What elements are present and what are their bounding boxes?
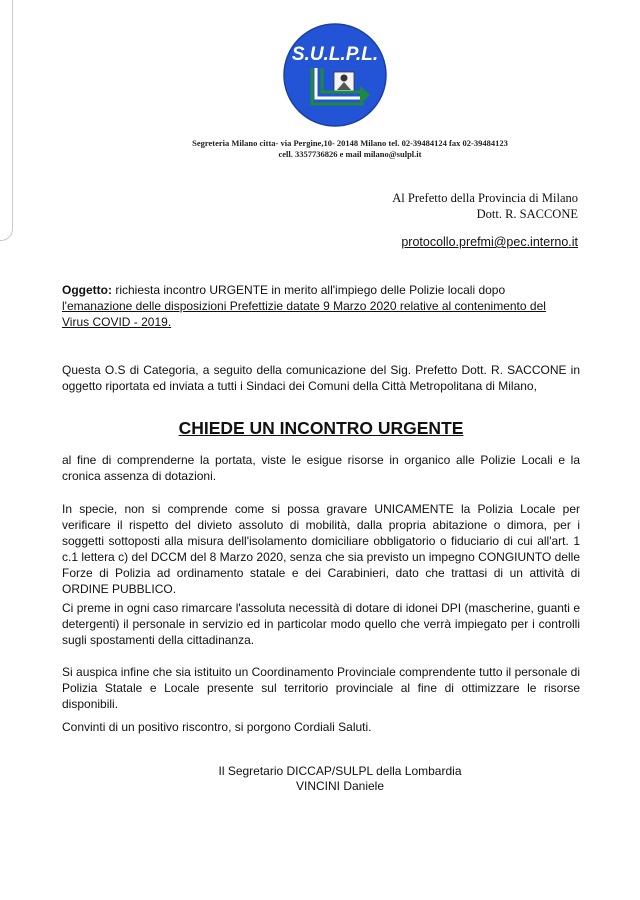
page-edge-decoration [0,0,13,241]
pec-email-link[interactable]: protocollo.prefmi@pec.interno.it [401,235,578,249]
header-contact-info [140,138,560,160]
logo-text: S.U.L.P.L. [291,44,379,65]
subject-label: Oggetto: [62,283,112,297]
body-paragraph-6: Convinti di un positivo riscontro, si porgono Cordiali Saluti. [62,720,372,734]
request-heading-text: CHIEDE UN INCONTRO URGENTE [178,418,464,438]
sulpl-logo-icon [282,20,388,130]
subject-line2: l'emanazione delle disposizioni Prefettizie datate 9 Marzo 2020 relative al contenimento del [62,299,546,313]
subject-block [62,282,580,330]
request-heading [62,418,580,439]
header-contacts: cell. 3357736826 e mail milano@sulpl.it [278,149,422,159]
body-paragraph-1: Questa O.S di Categoria, a seguito della comunicazione del Sig. Prefetto Dott. R. SACCONE in oggetto riportata ed inviata a tutti i Sindaci dei Comuni della Città Metropolitana di Milano, [62,363,580,393]
body-paragraph-4: Ci preme in ogni caso rimarcare l'assoluta necessità di dotare di idonei DPI (mascherine, guanti e detergenti) il personale in servizio ed in particolar modo quello che verrà impiegato per i controlli sugli spostamenti della cittadinanza. [62,601,580,647]
recipient-line1: Al Prefetto della Provincia di Milano [392,191,578,205]
header-address: Segreteria Milano citta- via Pergine,10- 20148 Milano tel. 02-39484124 fax 02-39484123 [192,138,508,148]
signature-title: Il Segretario DICCAP/SULPL della Lombardia [218,764,462,778]
subject-line1: richiesta incontro URGENTE in merito all'impiego delle Polizie locali dopo [115,283,506,297]
signature-name: VINCINI Daniele [295,779,385,793]
recipient-block [392,190,578,222]
body-paragraph-2: al fine di comprenderne la portata, viste le esigue risorse in organico alle Polizie Locali e la cronica assenza di dotazioni. [62,453,580,483]
signature-block [190,764,490,794]
recipient-line2: Dott. R. SACCONE [476,207,578,221]
body-paragraph-5: Si auspica infine che sia istituito un Coordinamento Provinciale comprendente tutto il personale di Polizia Statale e Locale presente sul territorio provinciale al fine di ottimizzare le risorse disponibili. [62,665,580,711]
body-paragraph-3: In specie, non si comprende come si possa gravare UNICAMENTE la Polizia Locale per verificare il rispetto del divieto assoluto di mobilità, dalla propria abitazione o dimora, per i soggetti sottoposti alla misura dell'isolamento domiciliare obbligatorio o fiduciario di cui all'art. 1 c.1 lettera c) del DCCM del 8 Marzo 2020, senza che sia previsto un impegno CONGIUNTO delle Forze di Polizia ad ordinamento statale e dei Carabinieri, dato che trattasi di un attività di ORDINE PUBBLICO. [62,502,580,596]
subject-line3: Virus COVID - 2019. [62,315,172,329]
